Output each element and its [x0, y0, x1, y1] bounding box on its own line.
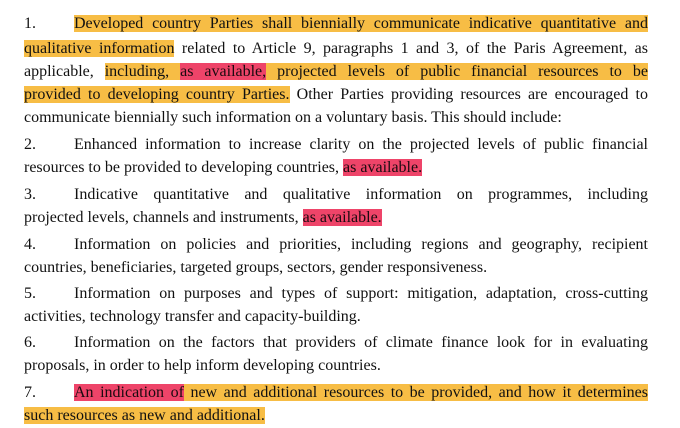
- highlighted-text-emphasis: as available.: [302, 209, 382, 226]
- text-line: [24, 282, 648, 305]
- text-line: [24, 331, 648, 354]
- paragraph-text: Information on the factors that providers of climate finance look for in evaluating: [74, 334, 648, 351]
- paragraph-text: related to Article 9, paragraphs 1 and 3, of the Paris Agreement, as: [174, 40, 648, 57]
- highlighted-text: projected levels of public financial resources to be: [266, 63, 649, 80]
- paragraph-text: Information on policies and priorities, including regions and geography, recipient: [74, 236, 648, 253]
- highlighted-text-emphasis: as available,: [180, 63, 267, 80]
- highlighted-text: provided to developing country Parties.: [24, 86, 290, 103]
- paragraph-text: projected levels, channels and instruments,: [24, 209, 303, 226]
- text-line: [24, 12, 648, 35]
- highlighted-text-emphasis: An indication of: [74, 384, 184, 401]
- item-number: 3.: [24, 186, 36, 203]
- item-number: 7.: [24, 384, 36, 401]
- paragraph-text: resources to be provided to developing countries,: [24, 159, 344, 176]
- paragraph-text: Information on purposes and types of support: mitigation, adaptation, cross-cutting: [74, 285, 648, 302]
- text-line: [24, 106, 562, 129]
- item-number: 1.: [24, 15, 36, 32]
- paragraph-text: Indicative quantitative and qualitative information on programmes, including: [74, 186, 648, 203]
- text-line: [24, 206, 382, 229]
- text-line: [24, 156, 422, 179]
- paragraph-text: communicate biennially such information on a voluntary basis. This should include:: [24, 109, 562, 126]
- text-line: [24, 133, 648, 156]
- item-number: 4.: [24, 236, 36, 253]
- text-line: [24, 381, 648, 404]
- text-line: [24, 83, 648, 106]
- text-line: [24, 404, 265, 427]
- paragraph-text: Enhanced information to increase clarity on the projected levels of public financial: [74, 136, 648, 153]
- highlighted-text: such resources as new and additional.: [24, 407, 265, 424]
- text-line: [24, 256, 487, 279]
- item-number: 6.: [24, 334, 36, 351]
- paragraph-text: countries, beneficiaries, targeted groups, sectors, gender responsiveness.: [24, 259, 488, 276]
- paragraph-text: Other Parties providing resources are encouraged to: [289, 86, 648, 103]
- highlighted-text: qualitative information: [24, 40, 175, 57]
- highlighted-text: Developed country Parties shall biennially communicate indicative quantitative and: [74, 15, 648, 32]
- highlighted-text-emphasis: as available.: [343, 159, 423, 176]
- text-line: [24, 233, 648, 256]
- text-line: [24, 60, 648, 83]
- text-line: [24, 354, 381, 377]
- highlighted-text: including,: [104, 63, 181, 80]
- text-line: [24, 183, 648, 206]
- item-number: 2.: [24, 136, 36, 153]
- text-line: [24, 305, 361, 328]
- text-line: [24, 37, 648, 60]
- highlighted-text: new and additional resources to be provided, and how it determines: [183, 384, 648, 401]
- paragraph-text: activities, technology transfer and capacity-building.: [24, 308, 361, 325]
- paragraph-text: applicable,: [24, 63, 105, 80]
- paragraph-text: proposals, in order to help inform developing countries.: [24, 357, 381, 374]
- item-number: 5.: [24, 285, 36, 302]
